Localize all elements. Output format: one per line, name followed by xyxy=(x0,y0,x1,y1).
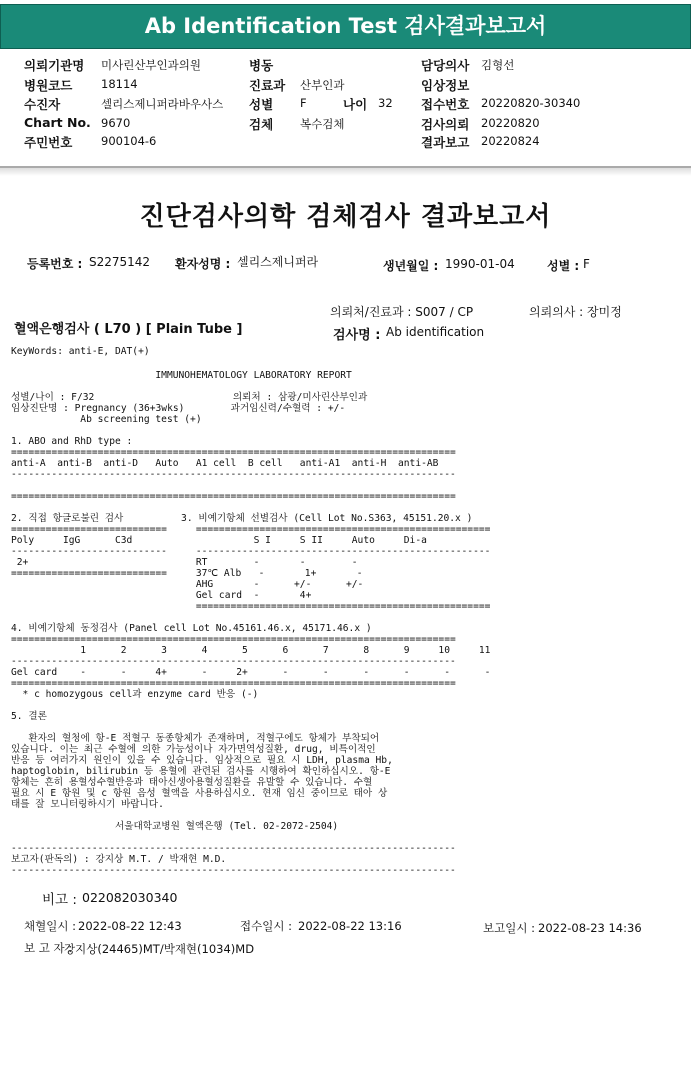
header-label: 담당의사 xyxy=(421,58,470,73)
report-banner: Ab Identification Test 검사결과보고서 xyxy=(0,4,691,49)
report-line: 있습니다. 이는 최근 수혈에 의한 가능성이나 자가면역성질환, drug, 비특이적인 xyxy=(11,744,376,755)
report-line: =========================== 37℃ Alb - 1+ - xyxy=(11,568,363,579)
report-line: 보고자(판독의) : 강지상 M.T. / 박재현 M.D. xyxy=(11,854,227,865)
report-line: 임상진단명 : Pregnancy (36+3wks) 과거임신력/수혈력 : +/- xyxy=(11,403,346,414)
collect-value: 2022-08-22 12:43 xyxy=(78,919,182,933)
reg-value: S2275142 xyxy=(89,255,151,269)
report-line xyxy=(11,722,490,733)
report-line: ============================================================================= xyxy=(11,447,456,458)
report-line: ----------------------------------------------------------------------------- xyxy=(11,865,456,876)
report-line: 2. 직접 항글로불린 검사 3. 비예기항체 선별검사 (Cell Lot No.S363, 45151.20.x ) xyxy=(11,513,473,524)
report-line: Gel card - - 4+ - 2+ - - - - - - xyxy=(11,667,491,678)
header-label: 검체 xyxy=(249,117,274,132)
header-value: F xyxy=(300,96,307,110)
report-line xyxy=(11,810,490,821)
report-line: 항체는 흔히 용혈성수혈반응과 태아신생아용혈성질환을 유발할 수 있습니다. 수혈 xyxy=(11,777,373,788)
report-line: Ab screening test (+) xyxy=(11,414,202,425)
report-title: 진단검사의학 검체검사 결과보고서 xyxy=(139,202,552,232)
header-label: 진료과 xyxy=(249,78,286,93)
report-line: haptoglobin, bilirubin 등 용혈에 관련된 검사를 시행하여 확인하십시오. 항-E xyxy=(11,766,391,777)
report-line: =========================== =================================================== xyxy=(11,524,491,535)
header-value: 미사린산부인과의원 xyxy=(101,58,201,72)
report-line xyxy=(11,480,490,491)
report-line: 반응 등 여러가지 원인이 있을 수 있습니다. 임상적으로 필요 시 LDH, plasma Hb, xyxy=(11,755,393,766)
patient-value: 셀리스제니퍼라 xyxy=(237,255,319,269)
collect-label: 채혈일시 : xyxy=(24,919,76,933)
header-value: 산부인과 xyxy=(300,78,345,92)
report-line: 태를 잘 모니터링하시기 바랍니다. xyxy=(11,799,164,810)
header-label: 결과보고 xyxy=(421,135,470,150)
report-time-label: 보고일시 : xyxy=(483,921,535,935)
header-label: 성별 xyxy=(249,97,274,112)
report-line: --------------------------- --------------------------------------------------- xyxy=(11,546,491,557)
header-value: 20220820 xyxy=(481,116,540,130)
receive-value: 2022-08-22 13:16 xyxy=(298,919,402,933)
reg-label: 등록번호 : xyxy=(27,257,83,271)
report-line: ----------------------------------------------------------------------------- xyxy=(11,843,456,854)
report-line xyxy=(11,612,490,623)
report-line: Gel card - 4+ xyxy=(11,590,312,601)
remark-value: 022082030340 xyxy=(82,890,178,905)
report-line xyxy=(11,700,490,711)
dept-text: 의뢰처/진료과 : S007 / CP xyxy=(330,305,474,319)
remark-label: 비고 : xyxy=(42,892,77,908)
patient-label: 환자성명 : xyxy=(175,257,231,271)
header-label: 병원코드 xyxy=(24,78,73,93)
header-value: 셀리스제니퍼라바우사스 xyxy=(101,97,224,111)
report-line: 4. 비예기항체 동정검사 (Panel cell Lot No.45161.46.x, 45171.46.x ) xyxy=(11,623,372,634)
sex-value: F xyxy=(583,257,590,271)
report-line: 1 2 3 4 5 6 7 8 9 10 11 xyxy=(11,645,491,656)
header-label: 주민번호 xyxy=(24,135,73,150)
report-line: 환자의 혈청에 항-E 적혈구 동종항체가 존재하며, 적혈구에도 항체가 부착되어 xyxy=(11,733,380,744)
dob-value: 1990-01-04 xyxy=(445,257,515,271)
keywords: KeyWords: anti-E, DAT(+) xyxy=(11,346,150,357)
report-line: * c homozygous cell과 enzyme card 반응 (-) xyxy=(11,689,259,700)
header-label: 임상정보 xyxy=(421,78,470,93)
report-line: ============================================================================= xyxy=(11,634,456,645)
report-line: Poly IgG C3d S I S II Auto Di-a xyxy=(11,535,427,546)
age-value: 32 xyxy=(378,96,393,110)
dob-label: 생년월일 : xyxy=(383,259,439,273)
report-line: ----------------------------------------------------------------------------- xyxy=(11,469,456,480)
report-line: 서울대학교병원 혈액은행 (Tel. 02-2072-2504) xyxy=(11,821,339,832)
report-line: ----------------------------------------------------------------------------- xyxy=(11,656,456,667)
report-line xyxy=(11,832,490,843)
header-label: 검사의뢰 xyxy=(421,117,470,132)
report-line xyxy=(11,425,490,436)
test-name-label: 검사명 : xyxy=(333,328,381,343)
report-line: 필요 시 E 항원 및 c 항원 음성 혈액을 사용하십시오. 현재 임신 중이므로 태아 상 xyxy=(11,788,388,799)
report-line: IMMUNOHEMATOLOGY LABORATORY REPORT xyxy=(11,370,352,381)
header-value: 18114 xyxy=(101,77,138,91)
sex-label: 성별 : xyxy=(547,259,580,273)
report-line: ============================================================================= xyxy=(11,491,456,502)
report-line: 성별/나이 : F/32 의뢰처 : 삼광/미사린산부인과 xyxy=(11,392,368,403)
header-value: 900104-6 xyxy=(101,134,157,148)
header-value: 20220820-30340 xyxy=(481,96,581,110)
header-label: 접수번호 xyxy=(421,97,470,112)
report-line xyxy=(11,502,490,513)
header-value: 김형선 xyxy=(481,58,515,72)
report-line: 2+ RT - - - xyxy=(11,557,358,568)
header-label: 의뢰기관명 xyxy=(24,58,85,73)
report-line: 5. 결론 xyxy=(11,711,47,722)
test-group: 혈액은행검사 ( L70 ) [ Plain Tube ] xyxy=(14,322,243,337)
receive-label: 접수일시 : xyxy=(240,919,292,933)
header-value: 9670 xyxy=(101,116,131,130)
header-label: 수진자 xyxy=(24,97,61,112)
header-label: 병동 xyxy=(249,58,274,73)
report-line: anti-A anti-B anti-D Auto A1 cell B cell anti-A1 anti-H anti-AB xyxy=(11,458,439,469)
header-value: 복수검체 xyxy=(300,117,345,131)
report-time-value: 2022-08-23 14:36 xyxy=(538,921,642,935)
report-line: 1. ABO and RhD type : xyxy=(11,436,133,447)
report-line: ============================================================================= xyxy=(11,678,456,689)
report-line xyxy=(11,381,490,392)
test-name-value: Ab identification xyxy=(386,325,485,339)
report-line: =================================================== xyxy=(11,601,491,612)
lab-report-body xyxy=(11,370,490,876)
age-label: 나이 xyxy=(343,97,368,112)
reporter-label: 보 고 자 : xyxy=(24,941,73,955)
divider-shadow xyxy=(0,168,691,176)
header-label: Chart No. xyxy=(24,115,91,130)
header-value: 20220824 xyxy=(481,134,540,148)
report-line: AHG - +/- +/- xyxy=(11,579,364,590)
reporter-value: 강지상(24465)MT/박재현(1034)MD xyxy=(64,942,255,956)
doctor-text: 의뢰의사 : 장미정 xyxy=(529,305,622,319)
